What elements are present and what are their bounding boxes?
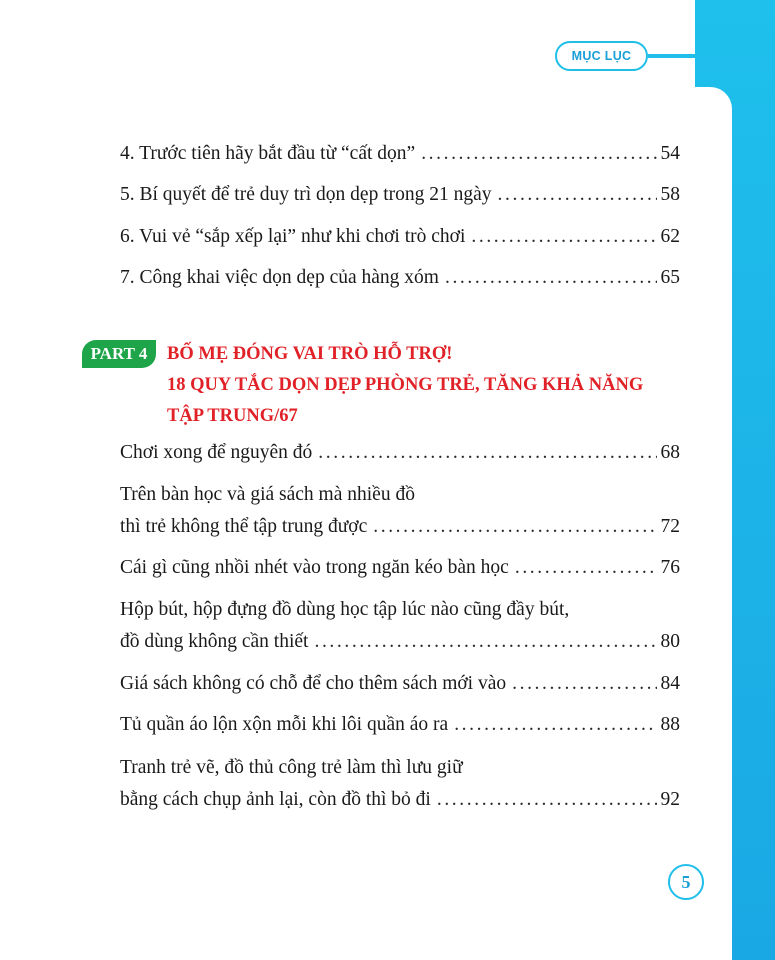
dot-leader <box>437 784 657 816</box>
toc-entry-title-line: Hộp bút, hộp đựng đồ dùng học tập lúc nào cũng đầy bút, <box>120 599 570 620</box>
toc-entry[interactable] <box>120 752 680 816</box>
dot-leader <box>471 221 656 253</box>
toc-entry-title: 6. Vui vẻ “sắp xếp lại” như khi chơi trò chơi <box>120 226 466 247</box>
toc-entry-title: 4. Trước tiên hãy bắt đầu từ “cất dọn” <box>120 143 416 164</box>
toc-entry[interactable] <box>120 552 680 584</box>
toc-row <box>120 784 680 816</box>
toc-entry[interactable] <box>120 594 680 658</box>
toc-page-number: 62 <box>660 226 680 247</box>
toc-entry[interactable] <box>120 262 680 294</box>
toc-entry-title: thì trẻ không thể tập trung được <box>120 516 368 537</box>
toc-row <box>120 221 680 253</box>
toc-entry-title: Giá sách không có chỗ để cho thêm sách mới vào <box>120 673 507 694</box>
toc-entry[interactable] <box>120 668 680 700</box>
part-title-line: 18 QUY TẮC DỌN DẸP PHÒNG TRẺ, TĂNG KHẢ NĂNG <box>167 375 644 395</box>
dot-leader <box>498 179 657 211</box>
toc-row <box>120 179 680 211</box>
toc-entry-title: bằng cách chụp ảnh lại, còn đồ thì bỏ đi <box>120 789 431 810</box>
toc-entry-title: Cái gì cũng nhồi nhét vào trong ngăn kéo bàn học <box>120 557 509 578</box>
page-number-badge: 5 <box>668 864 704 900</box>
toc-row <box>120 709 680 741</box>
toc-entry[interactable] <box>120 709 680 741</box>
part-title-line: TẬP TRUNG/67 <box>167 406 298 426</box>
toc-entry-title: Chơi xong để nguyên đó <box>120 442 313 463</box>
toc-page-number: 80 <box>660 631 680 652</box>
dot-leader <box>373 511 656 543</box>
toc-entry[interactable] <box>120 221 680 253</box>
toc-page-number: 92 <box>660 789 680 810</box>
toc-row <box>120 668 680 700</box>
toc-entry-title: 5. Bí quyết để trẻ duy trì dọn dẹp trong 21 ngày <box>120 184 492 205</box>
toc-entry[interactable] <box>120 437 680 469</box>
toc-row <box>120 552 680 584</box>
section-label-pill: MỤC LỤC <box>555 41 648 71</box>
toc-entry-title: Tủ quần áo lộn xộn mỗi khi lôi quần áo ra <box>120 714 449 735</box>
toc-page-number: 68 <box>660 442 680 463</box>
toc-row <box>120 626 680 658</box>
toc-entry[interactable] <box>120 479 680 543</box>
toc-entry-title-line: Trên bàn học và giá sách mà nhiều đồ <box>120 484 415 505</box>
toc-entry-title: 7. Công khai việc dọn dẹp của hàng xóm <box>120 267 439 288</box>
dot-leader <box>515 552 657 584</box>
toc-row <box>120 511 680 543</box>
toc-row <box>120 262 680 294</box>
part-title[interactable] <box>167 339 644 432</box>
toc-page-number: 58 <box>660 184 680 205</box>
dot-leader <box>314 626 656 658</box>
part-badge: PART 4 <box>82 340 156 368</box>
dot-leader <box>454 709 656 741</box>
toc-page-number: 65 <box>660 267 680 288</box>
toc-entry-title: đồ dùng không cần thiết <box>120 631 309 652</box>
toc-entry-title-line: Tranh trẻ vẽ, đồ thủ công trẻ làm thì lưu giữ <box>120 757 463 778</box>
part-title-line: BỐ MẸ ĐÓNG VAI TRÒ HỖ TRỢ! <box>167 344 453 364</box>
dot-leader <box>318 437 656 469</box>
dot-leader <box>512 668 656 700</box>
header-connector-line <box>648 54 695 58</box>
toc-entry[interactable] <box>120 138 680 170</box>
toc-entry[interactable] <box>120 179 680 211</box>
toc-page-number: 72 <box>660 516 680 537</box>
toc-page-number: 54 <box>660 143 680 164</box>
toc-page-number: 88 <box>660 714 680 735</box>
toc-page-number: 76 <box>660 557 680 578</box>
toc-row <box>120 437 680 469</box>
dot-leader <box>421 138 656 170</box>
toc-page-number: 84 <box>660 673 680 694</box>
toc-row <box>120 138 680 170</box>
dot-leader <box>445 262 657 294</box>
